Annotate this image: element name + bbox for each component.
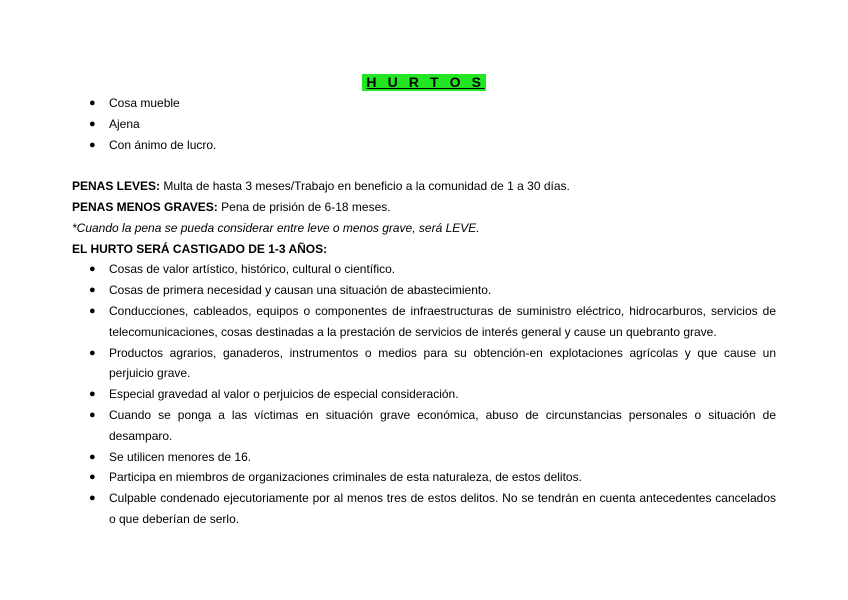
bullet-icon: ● xyxy=(89,263,96,276)
list-item xyxy=(72,405,776,447)
penas-menos-graves-label: PENAS MENOS GRAVES: xyxy=(72,199,218,214)
list-item-text: Productos agrarios, ganaderos, instrumentos o medios para su obtención-en explotaciones agrícolas y que cause un perjuicio grave. xyxy=(109,345,776,381)
list-item xyxy=(72,135,776,156)
list-item-text: Con ánimo de lucro. xyxy=(109,137,217,152)
penas-menos-graves-text: Pena de prisión de 6-18 meses. xyxy=(217,199,391,214)
bullet-icon: ● xyxy=(89,97,96,109)
list-item-text: Cosa mueble xyxy=(109,96,180,110)
list-item xyxy=(72,114,776,135)
list-item xyxy=(72,488,776,530)
bullet-icon: ● xyxy=(89,408,96,421)
list-item xyxy=(72,301,776,343)
blank-line xyxy=(72,155,776,176)
penas-leves-paragraph xyxy=(72,176,776,197)
document-body xyxy=(72,93,776,530)
bullet-icon: ● xyxy=(89,492,96,505)
list-item xyxy=(72,343,776,385)
bullet-icon: ● xyxy=(89,117,96,130)
list-item-text: Cosas de valor artístico, histórico, cultural o científico. xyxy=(109,262,396,277)
list-item-text: Participa en miembros de organizaciones criminales de esta naturaleza, de estos delitos. xyxy=(109,470,582,485)
penas-leves-label: PENAS LEVES: xyxy=(72,179,161,194)
castigo-bullet-list xyxy=(72,259,776,529)
list-item xyxy=(72,259,776,280)
list-item-text: Se utilicen menores de 16. xyxy=(109,449,252,464)
penas-leves-text: Multa de hasta 3 meses/Trabajo en beneficio a la comunidad de 1 a 30 días. xyxy=(160,179,570,194)
list-item-text: Especial gravedad al valor o perjuicios de especial consideración. xyxy=(109,387,459,402)
list-item-text: Conducciones, cableados, equipos o componentes de infraestructuras de suministro eléctrico, hidrocarburos, servicios de telecomunicaciones, cosas destinadas a la prestación de servicios de interés general y cause un quebranto grave. xyxy=(109,303,776,339)
bullet-icon: ● xyxy=(89,346,96,359)
list-item xyxy=(72,280,776,301)
list-item-text: Cuando se ponga a las víctimas en situación grave económica, abuso de circunstancias personales o situación de desamparo. xyxy=(109,407,776,443)
bullet-icon: ● xyxy=(89,284,96,297)
list-item xyxy=(72,384,776,405)
intro-bullet-list xyxy=(72,93,776,155)
bullet-icon: ● xyxy=(89,304,96,317)
list-item xyxy=(72,467,776,488)
list-item xyxy=(72,93,776,114)
title-container xyxy=(0,74,848,92)
bullet-icon: ● xyxy=(89,450,96,463)
penas-menos-graves-paragraph xyxy=(72,197,776,218)
bullet-icon: ● xyxy=(89,471,96,484)
bullet-icon: ● xyxy=(89,138,96,151)
document-title: H U R T O S xyxy=(362,74,485,91)
list-item-text: Culpable condenado ejecutoriamente por al menos tres de estos delitos. No se tendrán en cuenta antecedentes cancelados o que deberían de serlo. xyxy=(109,491,776,526)
note-paragraph: *Cuando la pena se pueda considerar entre leve o menos grave, será LEVE. xyxy=(72,220,480,235)
list-item-text: Cosas de primera necesidad y causan una situación de abastecimiento. xyxy=(109,283,492,298)
list-item-text: Ajena xyxy=(109,116,140,131)
list-item xyxy=(72,447,776,468)
castigo-heading: EL HURTO SERÁ CASTIGADO DE 1-3 AÑOS: xyxy=(72,241,328,256)
bullet-icon: ● xyxy=(89,388,96,401)
